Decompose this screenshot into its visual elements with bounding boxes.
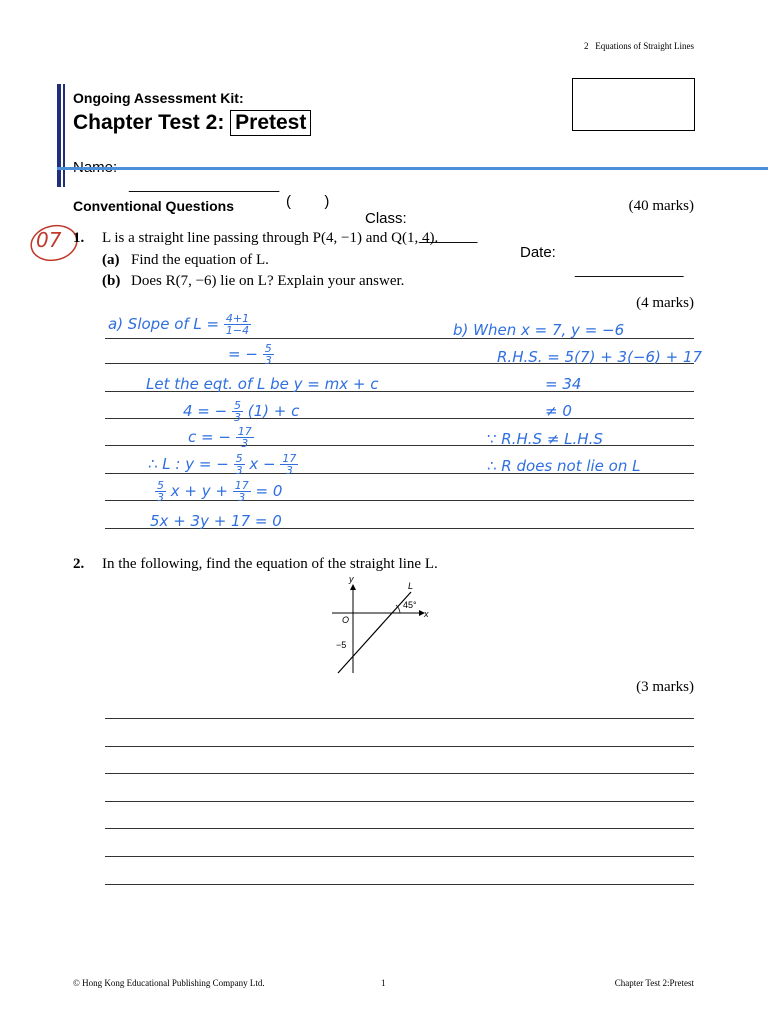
fraction-den: 3	[235, 464, 243, 477]
answer-a-line4	[183, 400, 299, 423]
line-l	[338, 592, 411, 673]
q2-graph	[328, 575, 438, 675]
graph-intercept-label: −5	[336, 640, 347, 650]
header-bar-thick	[57, 84, 61, 187]
header-rule	[57, 167, 768, 170]
answer-b-line5: ∵ R.H.S ≠ L.H.S	[487, 430, 603, 448]
q1-part-b: Does R(7, −6) lie on L? Explain your answer.	[131, 273, 405, 289]
fraction-num: 5	[157, 479, 164, 492]
answer-a-line6	[148, 453, 298, 476]
fraction	[280, 453, 298, 476]
q2-stem: In the following, find the equation of the straight line L.	[102, 556, 438, 572]
answer-a6-prefix: ∴ L : y = −	[148, 455, 229, 473]
graph-y-label: y	[349, 575, 354, 584]
fraction	[155, 480, 166, 503]
fraction-num: 5	[235, 452, 243, 465]
answer-line	[105, 801, 694, 802]
answer-a-line2	[228, 343, 274, 366]
answer-a2-prefix: = −	[228, 345, 258, 363]
fraction	[232, 400, 243, 423]
q2-number: 2.	[73, 556, 85, 572]
class-blank[interactable]: _______	[419, 227, 478, 244]
answer-a4-suffix: (1) + c	[247, 402, 300, 420]
date-label: Date:	[520, 244, 556, 261]
graph-angle-label: 45°	[403, 600, 417, 610]
answer-a4-prefix: 4 = −	[183, 402, 228, 420]
fraction-den: 3	[234, 411, 241, 424]
answer-b-line4: ≠ 0	[545, 402, 572, 420]
fraction-den: 3	[238, 491, 246, 504]
q1-part-b-label: (b)	[102, 273, 121, 289]
answer-b-line3: = 34	[545, 375, 582, 393]
answer-b-line1: b) When x = 7, y = −6	[453, 321, 625, 339]
chapter-reference: 2 Equations of Straight Lines	[584, 41, 694, 51]
answer-line	[105, 773, 694, 774]
q1-part-a-label: (a)	[102, 252, 120, 268]
answer-line	[105, 884, 694, 885]
graph-x-label: x	[424, 609, 429, 619]
q1-number: 1.	[73, 230, 85, 246]
fraction	[236, 426, 254, 449]
fraction	[233, 480, 251, 503]
class-label: Class:	[365, 210, 407, 227]
fraction-den: 3	[285, 464, 293, 477]
answer-a5-prefix: c = −	[188, 428, 231, 446]
score-box	[572, 78, 695, 131]
graph-line-label: L	[408, 581, 414, 591]
answer-b-line2: R.H.S. = 5(7) + 3(−6) + 17	[497, 348, 703, 366]
graph-origin-label: O	[342, 615, 350, 625]
test-title	[73, 110, 311, 136]
fraction-den: 1−4	[225, 324, 250, 337]
answer-b-line6: ∴ R does not lie on L	[487, 457, 641, 475]
fraction-num: 5	[234, 399, 241, 412]
header-bar-thin	[63, 84, 65, 187]
answer-a7-mid: x + y +	[170, 482, 228, 500]
footer-copyright: © Hong Kong Educational Publishing Company Ltd.	[73, 978, 265, 988]
answer-line	[105, 828, 694, 829]
fraction-num: 17	[282, 452, 297, 465]
fraction-den: 3	[157, 491, 164, 504]
section-marks: (40 marks)	[628, 198, 694, 214]
answer-a-line5	[188, 426, 254, 449]
footer-title: Chapter Test 2:Pretest	[614, 978, 694, 988]
fraction-num: 17	[237, 425, 252, 438]
answer-a-line3: Let the eqt. of L be y = mx + c	[146, 375, 379, 393]
fraction-num: 4+1	[225, 312, 250, 325]
test-title-text: Chapter Test 2:	[73, 111, 225, 134]
fraction-den: 3	[264, 354, 272, 367]
answer-a-line8: 5x + 3y + 17 = 0	[150, 512, 282, 530]
index-paren: ( )	[286, 193, 330, 210]
q2-marks: (3 marks)	[636, 679, 694, 695]
answer-a-line7	[155, 480, 282, 503]
answer-line	[105, 856, 694, 857]
fraction-num: 5	[264, 342, 272, 355]
fraction-num: 17	[234, 479, 249, 492]
q1-marks: (4 marks)	[636, 295, 694, 311]
footer-page-number: 1	[381, 978, 386, 988]
fraction-den: 3	[241, 437, 249, 450]
answer-a7-suffix: = 0	[255, 482, 283, 500]
section-title: Conventional Questions	[73, 198, 235, 214]
answer-line	[105, 746, 694, 747]
answer-line	[105, 718, 694, 719]
test-subtitle-box: Pretest	[230, 110, 311, 136]
fraction	[234, 453, 245, 476]
q1-stem: L is a straight line passing through P(4, −1) and Q(1, 4).	[102, 230, 439, 246]
answer-a1-prefix: a) Slope of L =	[108, 315, 220, 333]
fraction	[224, 313, 251, 336]
answer-a-line1	[108, 313, 251, 336]
date-blank[interactable]: _____________	[575, 261, 684, 278]
q1-part-a: Find the equation of L.	[131, 252, 269, 268]
score-mark: 07	[36, 228, 62, 252]
kit-label: Ongoing Assessment Kit:	[73, 90, 244, 106]
name-blank[interactable]: __________________	[129, 176, 280, 193]
fraction	[263, 343, 274, 366]
answer-a6-mid: x −	[249, 455, 276, 473]
